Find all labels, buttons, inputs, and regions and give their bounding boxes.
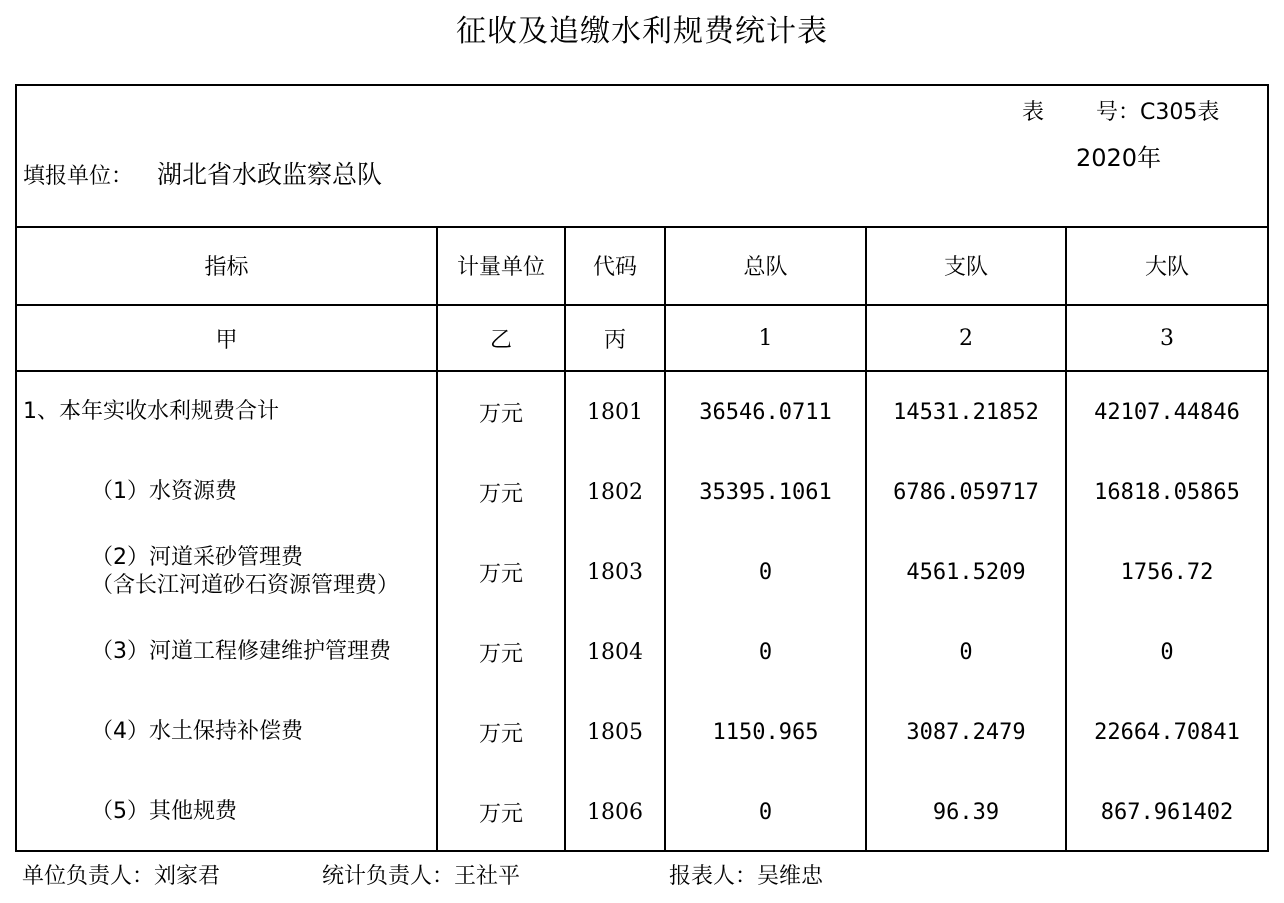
- code-cell: 1801: [565, 371, 665, 452]
- column-index-cell: 1: [665, 305, 866, 371]
- zongdui-value-cell: 0: [665, 532, 866, 612]
- column-header-indicator: 指标: [17, 226, 437, 305]
- zongdui-value-cell: 36546.0711: [665, 371, 866, 452]
- zhidui-value-cell: 3087.2479: [866, 692, 1066, 772]
- indicator-line-1: （2）河道采砂管理费: [91, 545, 303, 570]
- indicator-cell: （1）水资源费: [91, 479, 237, 504]
- column-header-dadui: 大队: [1066, 226, 1267, 305]
- zongdui-value-cell: 0: [665, 612, 866, 692]
- report-year: 2020年: [1076, 144, 1162, 172]
- table-row: [17, 772, 1267, 852]
- code-cell: 1803: [565, 532, 665, 612]
- column-header-zhidui: 支队: [866, 226, 1066, 305]
- reporting-unit-value: 湖北省水政监察总队: [157, 160, 383, 189]
- report-info-section: [17, 86, 1267, 228]
- zongdui-value-cell: 0: [665, 772, 866, 852]
- dadui-value-cell: 0: [1066, 612, 1267, 692]
- footer-stat-head: 统计负责人：王社平: [322, 864, 521, 889]
- zongdui-value-cell: 1150.965: [665, 692, 866, 772]
- table-row: [17, 532, 1267, 612]
- indicator-cell: [17, 532, 437, 612]
- column-index-cell: 丙: [565, 305, 665, 371]
- table-header-row: [17, 226, 1267, 305]
- indicator-cell: （5）其他规费: [91, 799, 237, 824]
- dadui-value-cell: 1756.72: [1066, 532, 1267, 612]
- indicator-cell: 1、本年实收水利规费合计: [23, 399, 279, 424]
- code-cell: 1802: [565, 452, 665, 532]
- statistics-table: [17, 226, 1267, 852]
- table-row: [17, 452, 1267, 532]
- zhidui-value-cell: 0: [866, 612, 1066, 692]
- unit-cell: 万元: [437, 532, 565, 612]
- table-row: [17, 371, 1267, 452]
- zhidui-value-cell: 14531.21852: [866, 371, 1066, 452]
- column-index-cell: 乙: [437, 305, 565, 371]
- report-table-frame: [15, 84, 1269, 852]
- column-index-cell: 2: [866, 305, 1066, 371]
- unit-cell: 万元: [437, 692, 565, 772]
- unit-cell: 万元: [437, 452, 565, 532]
- indicator-cell: （3）河道工程修建维护管理费: [91, 639, 391, 664]
- column-header-zongdui: 总队: [665, 226, 866, 305]
- zhidui-value-cell: 6786.059717: [866, 452, 1066, 532]
- unit-cell: 万元: [437, 772, 565, 852]
- dadui-value-cell: 867.961402: [1066, 772, 1267, 852]
- table-row: [17, 612, 1267, 692]
- table-number-value: 号：C305表: [1096, 100, 1220, 125]
- reporting-unit: [23, 160, 382, 192]
- zongdui-value-cell: 35395.1061: [665, 452, 866, 532]
- footer-unit-head: 单位负责人：刘家君: [22, 864, 221, 889]
- page-title: 征收及追缴水利规费统计表: [456, 14, 828, 49]
- table-row: [17, 692, 1267, 772]
- table-number: [1022, 98, 1219, 128]
- footer-reporter: 报表人：吴维忠: [669, 864, 824, 889]
- column-index-cell: 3: [1066, 305, 1267, 371]
- table-number-label: 表: [1022, 100, 1045, 125]
- dadui-value-cell: 22664.70841: [1066, 692, 1267, 772]
- dadui-value-cell: 16818.05865: [1066, 452, 1267, 532]
- reporting-unit-label: 填报单位：: [23, 164, 134, 189]
- unit-cell: 万元: [437, 612, 565, 692]
- zhidui-value-cell: 96.39: [866, 772, 1066, 852]
- indicator-line-2: （含长江河道砂石资源管理费）: [91, 573, 400, 598]
- column-index-row: [17, 305, 1267, 371]
- code-cell: 1805: [565, 692, 665, 772]
- code-cell: 1804: [565, 612, 665, 692]
- unit-cell: 万元: [437, 371, 565, 452]
- dadui-value-cell: 42107.44846: [1066, 371, 1267, 452]
- indicator-cell: （4）水土保持补偿费: [91, 719, 303, 744]
- zhidui-value-cell: 4561.5209: [866, 532, 1066, 612]
- column-index-cell: 甲: [17, 305, 437, 371]
- column-header-code: 代码: [565, 226, 665, 305]
- column-header-unit: 计量单位: [437, 226, 565, 305]
- code-cell: 1806: [565, 772, 665, 852]
